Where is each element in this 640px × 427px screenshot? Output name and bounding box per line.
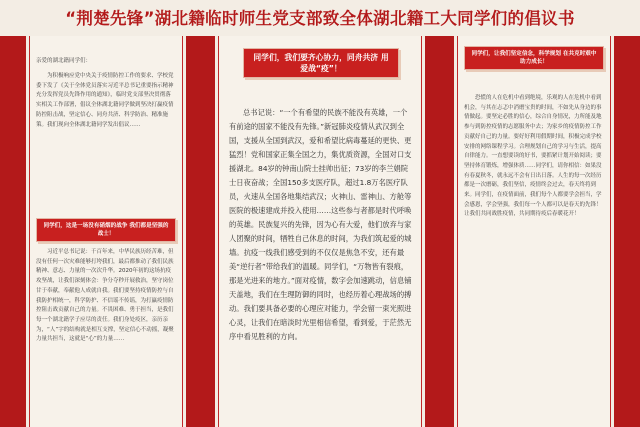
salutation: 亲爱的湖北籍同学们： bbox=[36, 58, 92, 64]
middle-callout-banner: 同学们，我们要齐心协力，同舟共济 用爱战“疫”！ bbox=[243, 48, 399, 78]
right-column bbox=[457, 36, 611, 427]
background-band-right bbox=[614, 36, 640, 427]
left-paragraph-1: 为积极响应党中央关于疫情防控工作的要求、学校党委下发了《关于全体党员落实习近平总书记重要指示精神充分发挥党员先锋作用的通知》，临时党支部坚决贯彻落实相关工作部署，倡议全体湖北籍同学做到坚决打赢疫情防控阻击战，坚定信心、同舟共济、科学防治、精准施策。我们现向全体湖北籍同学发出倡议…… bbox=[36, 73, 174, 128]
page-title: “荆楚先锋”湖北籍临时师生党支部致全体湖北籍工大同学们的倡议书 bbox=[65, 9, 575, 28]
left-column bbox=[29, 36, 183, 427]
background-band-middle-left bbox=[186, 36, 215, 427]
middle-body-text: 总书记说：“一个有希望的民族不能没有英雄，一个有前途的国家不能没有先锋。”新冠肺炎疫情从武汉到全国，支援从全国到武汉，爱和希望比病毒蔓延的更快、更猛烈！党和国家正集全国之力，集优质资源，全国对口支援湖北。84岁的钟南山院士挂帅出征；73岁的李兰娟院士日夜奋战；全国150多支医疗队，超过1.8万名医疗队员，火速从全国各地集结武汉；火神山、雷神山、方舱等医院的极速建成并投入使用……这些参与者都是时代呼唤的英雄。民族复兴的先锋，因为心有大爱，他们放弃与家人团聚的时间，牺牲自己休息的时间，为我们筑起爱的城墙。抗疫一线我们感受到的不仅仅是焦急不安，还有最美“逆行者”带给我们的温暖。同学们，“万物皆有裂痕，那是光进来的地方。”面对疫情，数字会加速跳动，信息铺天盖地，我们在生理防御的同时，也经历着心理战场的搏动。我们要具备必要的心理应对能力，学会留一束光照进心灵，让我们在暗淡时光里相信希望，看到爱，于茫然无序中看见胜利的方向。 bbox=[229, 108, 412, 341]
background-band-left bbox=[0, 36, 26, 427]
right-paragraph-1: 恐慌的人在危机中看到绝境，乐观的人在危机中看到机会，与其在忐忑中消磨宝贵的时间，不如先从身边的事情做起。要坚定必胜的信心，综合自身情况，力所能及地参与到防控疫情的志愿服务中去；为家乡的疫情防控工作贡献好自己的力量。要好好利用假期时间，积极完成学校安排的网络课程学习。合理规划自己的学习与生活，提高自律能力。一直想要读的好书，要抓紧计划开始阅读；要坚持体育锻炼，增强体质……同学们，请你相信：如果没有春夏秋冬，就永远不会有日出日落。人生的每一次经历都是一次磨砺，我们坚信，疫情终会过去，春天终将到来。同学们，在疫情面前，我们每个人都要学会担当，学会感恩，学会坚强，我们每一个人都可以是春天的先锋！让我们共同战胜疫情，共同期待疫后春暖花开！ bbox=[464, 95, 602, 218]
left-callout-banner: 同学们，这是一场没有硝烟的战争 我们都是坚强的战士！ bbox=[36, 218, 176, 242]
right-callout-banner: 同学们，让我们坚定信念，科学规划 在共克时艰中助力成长！ bbox=[464, 46, 604, 70]
left-paragraph-2: 习近平总书记说：千百年来，中华民族历经苦难，但没有任何一次灾难能够打垮我们，最后都推动了我们民族精神、意志、力量的一次次升华。2020年初的这场抗疫攻坚战，让我们深刻体会：争分夺秒开展救治，坚守岗位甘于奉献，奉献他人成就自我。我们要坚持疫情防控与自我防护相统一，科学防护、不信谣不传谣，为打赢疫情防控阻击战贡献自己的力量。不畏困难、勇于担当，是我们每一个湖北籍学子应尽的责任。我们身处疫区，亲历亲为，“人”字的结构就是相互支撑，坚定信心不动摇，凝聚力量共担当，这就是“心”的力量…… bbox=[36, 249, 174, 343]
middle-column bbox=[218, 36, 422, 427]
background-band-middle-right bbox=[425, 36, 454, 427]
